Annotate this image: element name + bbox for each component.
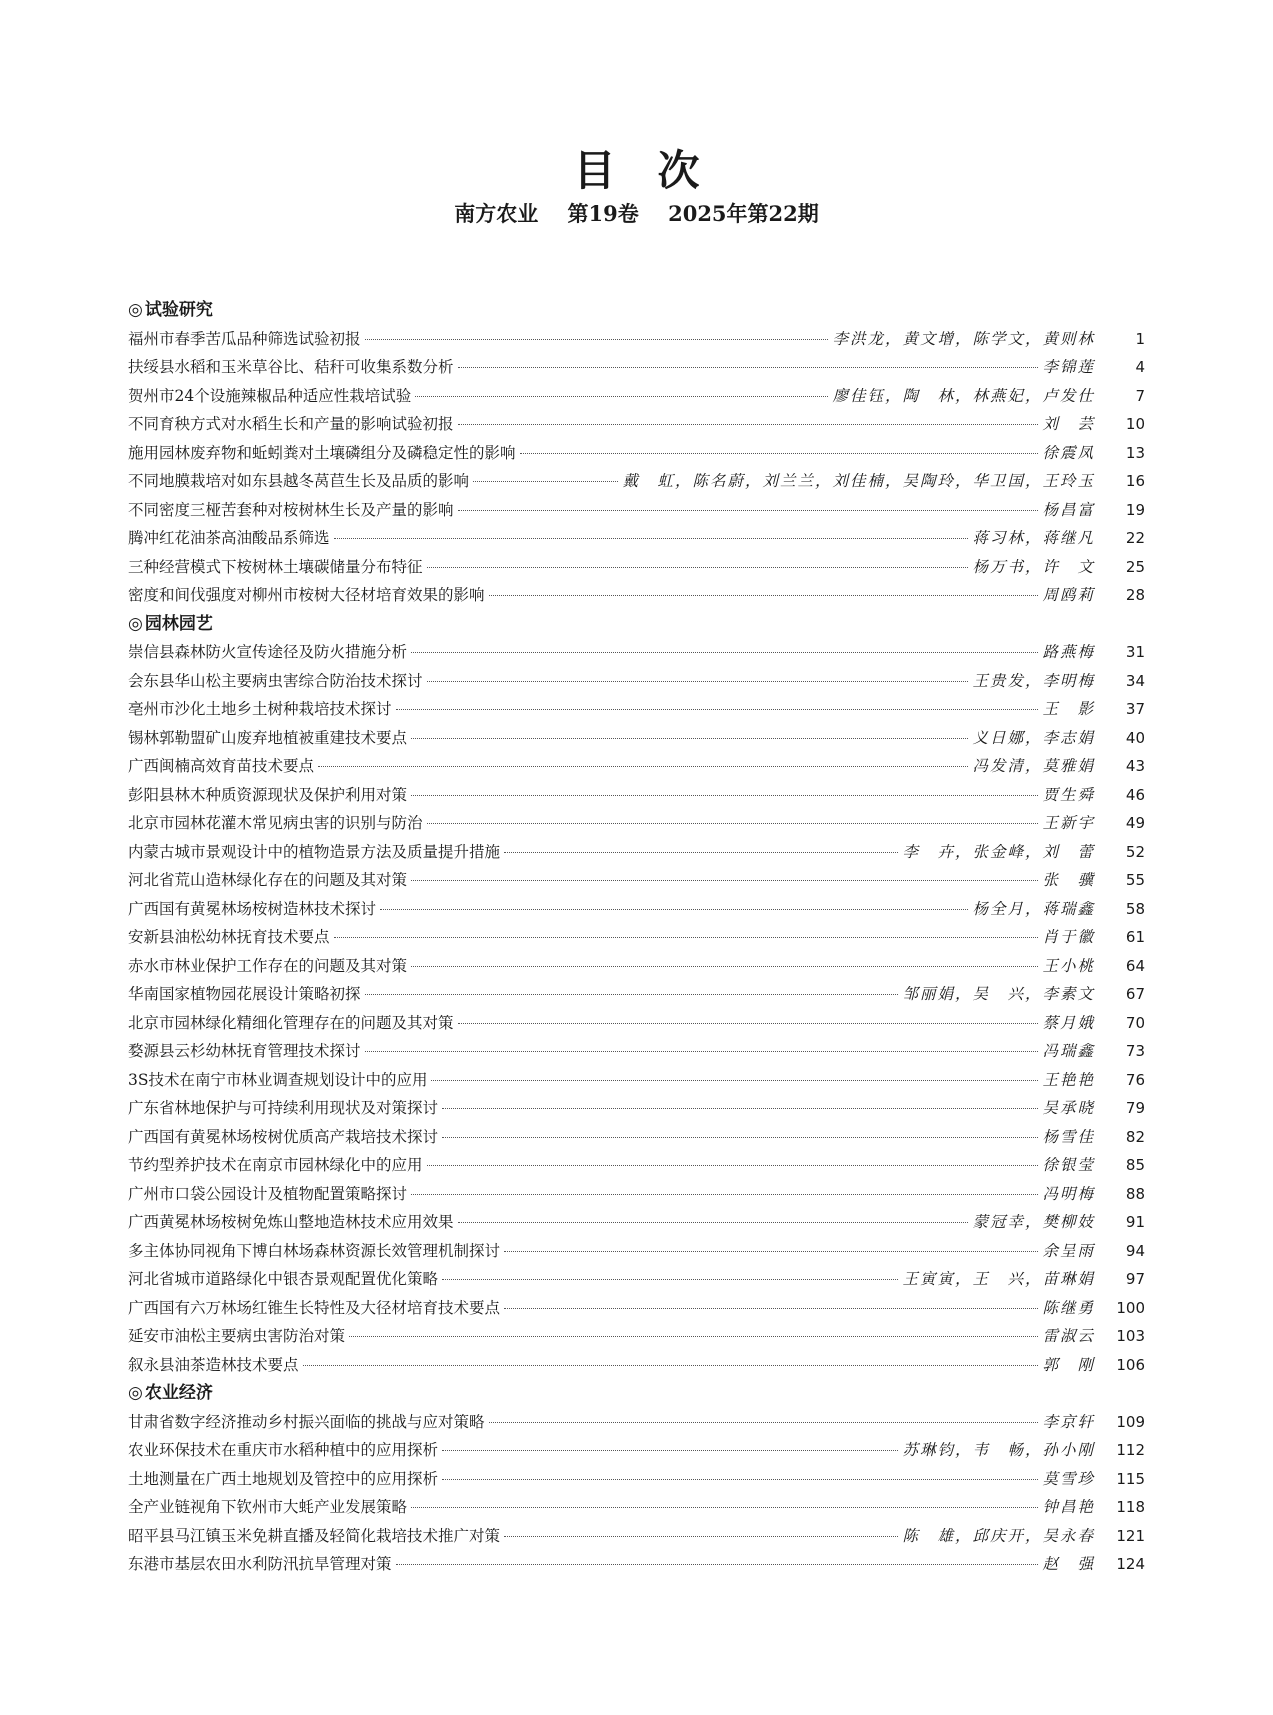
page-number: 37 [1125,700,1145,718]
article-title: 甘肃省数字经济推动乡村振兴面临的挑战与应对策略 [128,1412,485,1431]
toc-entry[interactable] [128,1208,1145,1237]
article-title: 东港市基层农田水利防汛抗旱管理对策 [128,1555,392,1573]
page-number: 52 [1125,842,1145,861]
article-authors: 杨昌富 [1042,500,1095,519]
article-authors: 余呈雨 [1042,1241,1095,1260]
article-authors: 蒙冠幸，樊柳妓 [972,1213,1095,1231]
page-number: 100 [1116,1298,1145,1317]
article-title: 延安市油松主要病虫害防治对策 [128,1327,346,1345]
dot-leader [504,1251,1038,1252]
article-title: 崇信县森林防火宣传途径及防火措施分析 [128,643,408,661]
dot-leader [504,1308,1038,1309]
article-authors: 徐震凤 [1042,443,1095,462]
page-number: 103 [1116,1327,1145,1345]
toc-entry[interactable] [128,1322,1145,1351]
article-title: 广西闽楠高效育苗技术要点 [128,757,315,775]
page-number: 46 [1125,785,1145,804]
section-bullet-icon: ◎ [128,613,143,634]
article-authors: 张 骥 [1042,871,1095,889]
page-number: 106 [1116,1355,1145,1374]
toc-entry[interactable] [128,1265,1145,1294]
dot-leader [458,510,1039,511]
dot-leader [411,795,1038,796]
article-title: 华南国家植物园花展设计策略初探 [128,985,361,1003]
article-title: 河北省荒山造林绿化存在的问题及其对策 [128,871,408,889]
journal-volume: 第19卷 [567,201,639,226]
toc-entry[interactable] [128,923,1145,952]
page-number: 91 [1125,1213,1145,1231]
article-authors: 周鸥莉 [1042,586,1095,604]
article-authors: 李京轩 [1042,1412,1095,1431]
dot-leader [415,396,828,397]
dot-leader [411,880,1038,881]
toc-entry[interactable] [128,353,1145,382]
toc-entry[interactable] [128,1465,1145,1494]
dot-leader [427,823,1039,824]
title-char-2: 次 [657,146,700,195]
page-number: 58 [1125,899,1145,918]
article-title: 广西黄冕林场桉树免炼山整地造林技术应用效果 [128,1213,454,1231]
article-authors: 杨全月，蒋瑞鑫 [972,899,1095,918]
toc-entry[interactable] [128,439,1145,468]
article-title: 全产业链视角下钦州市大蚝产业发展策略 [128,1498,408,1516]
dot-leader [427,567,969,568]
dot-leader [396,1564,1039,1565]
journal-info [0,198,1273,228]
dot-leader [458,424,1039,425]
toc-entry[interactable] [128,895,1145,924]
toc-entry[interactable] [128,724,1145,753]
toc-entry[interactable] [128,1550,1145,1579]
toc-entry[interactable] [128,496,1145,525]
dot-leader [489,595,1039,596]
toc-entry[interactable] [128,1237,1145,1266]
dot-leader [458,1023,1039,1024]
page-number: 25 [1125,557,1145,576]
toc-entry[interactable] [128,553,1145,582]
section-heading-text: 园林园艺 [144,613,213,634]
toc-section [128,610,1145,1380]
dot-leader [504,852,898,853]
article-authors: 杨雪佳 [1042,1127,1095,1146]
toc-entry[interactable] [128,638,1145,667]
page-number: 4 [1135,358,1145,376]
toc-entry[interactable] [128,809,1145,838]
page-number: 31 [1125,643,1145,661]
article-authors: 邹丽娟，吴 兴，李素文 [902,985,1095,1003]
dot-leader [411,1507,1038,1508]
dot-leader [303,1365,1039,1366]
toc-entry[interactable] [128,524,1145,553]
article-authors: 冯发清，莫雅娟 [972,757,1095,775]
dot-leader [411,966,1038,967]
article-authors: 义日娜，李志娟 [972,728,1095,747]
dot-leader [442,1450,898,1451]
article-title: 广西国有黄冕林场桉树优质高产栽培技术探讨 [128,1127,439,1146]
page-number: 97 [1125,1270,1145,1288]
toc-section [128,296,1145,610]
dot-leader [489,1422,1039,1423]
article-authors: 雷淑云 [1042,1327,1095,1345]
article-title: 内蒙古城市景观设计中的植物造景方法及质量提升措施 [128,842,501,861]
article-title: 节约型养护技术在南京市园林绿化中的应用 [128,1156,423,1174]
article-authors: 赵 强 [1042,1555,1095,1573]
article-title: 叙永县油茶造林技术要点 [128,1355,299,1374]
dot-leader [365,994,899,995]
dot-leader [431,1080,1038,1081]
page-number: 82 [1125,1127,1145,1146]
page-number: 109 [1116,1412,1145,1431]
article-authors: 蔡月娥 [1042,1013,1095,1032]
section-bullet-icon: ◎ [128,300,143,320]
page-title [0,138,1273,198]
toc-entry[interactable] [128,1351,1145,1380]
dot-leader [396,709,1039,710]
article-authors: 钟昌艳 [1042,1498,1095,1516]
page-number: 79 [1125,1099,1145,1117]
dot-leader [365,1051,1039,1052]
article-authors: 王寅寅，王 兴，苗琳娟 [902,1270,1095,1288]
toc-entry[interactable] [128,781,1145,810]
article-title: 赤水市林业保护工作存在的问题及其对策 [128,956,408,975]
dot-leader [427,1165,1039,1166]
dot-leader [349,1336,1038,1337]
dot-leader [380,909,968,910]
article-authors: 冯瑞鑫 [1042,1042,1095,1060]
article-title: 彭阳县林木种质资源现状及保护利用对策 [128,785,408,804]
article-authors: 肖于徽 [1042,928,1095,946]
page-number: 22 [1125,529,1145,547]
page-number: 13 [1125,443,1145,462]
section-heading [128,1379,1145,1408]
title-char-1: 目 [573,146,616,195]
article-title: 北京市园林花灌木常见病虫害的识别与防治 [128,814,423,832]
article-title: 3S技术在南宁市林业调查规划设计中的应用 [128,1070,428,1089]
page-number: 34 [1125,671,1145,690]
toc-entry[interactable] [128,838,1145,867]
dot-leader [473,481,618,482]
article-authors: 贾生舜 [1042,785,1095,804]
article-authors: 蒋习林，蒋继凡 [972,529,1095,547]
page-number: 88 [1125,1184,1145,1203]
dot-leader [442,1479,1038,1480]
page-number: 16 [1125,472,1145,490]
toc-entry[interactable] [128,382,1145,411]
toc-entry[interactable] [128,1123,1145,1152]
journal-name: 南方农业 [454,201,539,226]
dot-leader [458,367,1039,368]
toc-entry[interactable] [128,1294,1145,1323]
toc-entry[interactable] [128,667,1145,696]
toc-entry[interactable] [128,980,1145,1009]
page-number: 76 [1125,1070,1145,1089]
page-number: 49 [1125,814,1145,832]
journal-issue: 2025年第22期 [668,201,819,226]
dot-leader [520,453,1039,454]
article-title: 不同地膜栽培对如东县越冬莴苣生长及品质的影响 [128,472,470,490]
article-authors: 戴 虹，陈名蔚，刘兰兰，刘佳楠，吴陶玲，华卫国，王玲玉 [622,472,1095,490]
toc-entry[interactable] [128,581,1145,610]
article-authors: 王贵发，李明梅 [972,671,1095,690]
section-heading [128,610,1145,639]
dot-leader [411,1194,1038,1195]
dot-leader [334,937,1039,938]
article-title: 农业环保技术在重庆市水稻种植中的应用探析 [128,1441,439,1459]
page-number: 118 [1116,1498,1145,1516]
dot-leader [427,681,969,682]
toc-section [128,1379,1145,1579]
page-number: 121 [1116,1526,1145,1545]
page-number: 85 [1125,1156,1145,1174]
article-title: 贺州市24个设施辣椒品种适应性栽培试验 [128,386,412,405]
page-number: 124 [1116,1555,1145,1573]
toc-entry[interactable] [128,952,1145,981]
dot-leader [458,1222,969,1223]
article-title: 施用园林废弃物和蚯蚓粪对土壤磷组分及磷稳定性的影响 [128,443,516,462]
article-title: 婺源县云杉幼林抚育管理技术探讨 [128,1042,361,1060]
toc-entry[interactable] [128,1522,1145,1551]
dot-leader [442,1108,1038,1109]
toc-entry[interactable] [128,1408,1145,1437]
article-authors: 杨万书，许 文 [972,557,1095,576]
toc-entry[interactable] [128,467,1145,496]
article-authors: 李洪龙，黄文增，陈学文，黄则林 [832,329,1095,348]
article-authors: 苏琳钧，韦 畅，孙小刚 [902,1441,1095,1459]
section-bullet-icon: ◎ [128,1383,143,1403]
page-number: 70 [1125,1013,1145,1032]
article-title: 昭平县马江镇玉米免耕直播及轻简化栽培技术推广对策 [128,1526,501,1545]
article-authors: 郭 刚 [1042,1355,1095,1374]
toc-entry[interactable] [128,410,1145,439]
page-number: 43 [1125,757,1145,775]
toc-entry[interactable] [128,752,1145,781]
dot-leader [365,339,829,340]
dot-leader [334,538,969,539]
article-authors: 路燕梅 [1042,643,1095,661]
article-authors: 刘 芸 [1042,415,1095,433]
page-number: 64 [1125,956,1145,975]
page-number: 67 [1125,985,1145,1003]
article-title: 河北省城市道路绿化中银杏景观配置优化策略 [128,1270,439,1288]
article-authors: 廖佳钰，陶 林，林燕妃，卢发仕 [832,386,1095,405]
dot-leader [318,766,968,767]
article-title: 密度和间伐强度对柳州市桉树大径材培育效果的影响 [128,586,485,604]
page-number: 19 [1125,500,1145,519]
article-authors: 王新宇 [1042,814,1095,832]
page-number: 28 [1125,586,1145,604]
article-title: 多主体协同视角下博白林场森林资源长效管理机制探讨 [128,1241,501,1260]
article-title: 广西国有黄冕林场桉树造林技术探讨 [128,899,377,918]
toc-entry[interactable] [128,1180,1145,1209]
dot-leader [442,1279,898,1280]
toc-entry[interactable] [128,1066,1145,1095]
page-number: 7 [1135,386,1145,405]
toc-entry[interactable] [128,1151,1145,1180]
page-number: 61 [1125,928,1145,946]
toc-entry[interactable] [128,325,1145,354]
article-title: 土地测量在广西土地规划及管控中的应用探析 [128,1469,439,1488]
article-authors: 王 影 [1042,700,1095,718]
toc-entry[interactable] [128,1493,1145,1522]
section-heading [128,296,1145,325]
page-number: 10 [1125,415,1145,433]
article-authors: 冯明梅 [1042,1184,1095,1203]
article-title: 扶绥县水稻和玉米草谷比、秸秆可收集系数分析 [128,358,454,376]
article-title: 亳州市沙化土地乡土树种栽培技术探讨 [128,700,392,718]
article-authors: 陈 雄，邱庆开，吴永春 [902,1526,1095,1545]
toc-entry[interactable] [128,866,1145,895]
page-number: 115 [1116,1469,1145,1488]
article-title: 北京市园林绿化精细化管理存在的问题及其对策 [128,1013,454,1032]
article-title: 三种经营模式下桉树林土壤碳储量分布特征 [128,557,423,576]
dot-leader [504,1536,898,1537]
page-number: 94 [1125,1241,1145,1260]
toc-entry[interactable] [128,1094,1145,1123]
page-number: 40 [1125,728,1145,747]
article-authors: 王小桃 [1042,956,1095,975]
page-number: 55 [1125,871,1145,889]
article-title: 腾冲红花油茶高油酸品系筛选 [128,529,330,547]
article-title: 不同密度三桠苦套种对桉树林生长及产量的影响 [128,500,454,519]
page-number: 73 [1125,1042,1145,1060]
article-title: 安新县油松幼林抚育技术要点 [128,928,330,946]
toc-entry[interactable] [128,1037,1145,1066]
toc-entry[interactable] [128,1009,1145,1038]
article-authors: 陈继勇 [1042,1298,1095,1317]
article-authors: 吴承晓 [1042,1099,1095,1117]
article-authors: 徐银莹 [1042,1156,1095,1174]
article-authors: 王艳艳 [1042,1070,1095,1089]
table-of-contents [128,296,1145,1579]
dot-leader [411,652,1038,653]
page-number: 1 [1135,329,1145,348]
dot-leader [411,738,968,739]
dot-leader [442,1137,1038,1138]
article-title: 广州市口袋公园设计及植物配置策略探讨 [128,1184,408,1203]
article-authors: 李锦莲 [1042,358,1095,376]
section-heading-text: 农业经济 [144,1383,213,1403]
article-authors: 莫雪珍 [1042,1469,1095,1488]
article-title: 不同育秧方式对水稻生长和产量的影响试验初报 [128,415,454,433]
article-title: 会东县华山松主要病虫害综合防治技术探讨 [128,671,423,690]
article-title: 广东省林地保护与可持续利用现状及对策探讨 [128,1099,439,1117]
article-title: 锡林郭勒盟矿山废弃地植被重建技术要点 [128,728,408,747]
article-title: 福州市春季苦瓜品种筛选试验初报 [128,329,361,348]
section-heading-text: 试验研究 [144,300,213,320]
toc-entry[interactable] [128,695,1145,724]
page-number: 112 [1116,1441,1145,1459]
toc-entry[interactable] [128,1436,1145,1465]
article-authors: 李 卉，张金峰，刘 蕾 [902,842,1095,861]
article-title: 广西国有六万林场红锥生长特性及大径材培育技术要点 [128,1298,501,1317]
